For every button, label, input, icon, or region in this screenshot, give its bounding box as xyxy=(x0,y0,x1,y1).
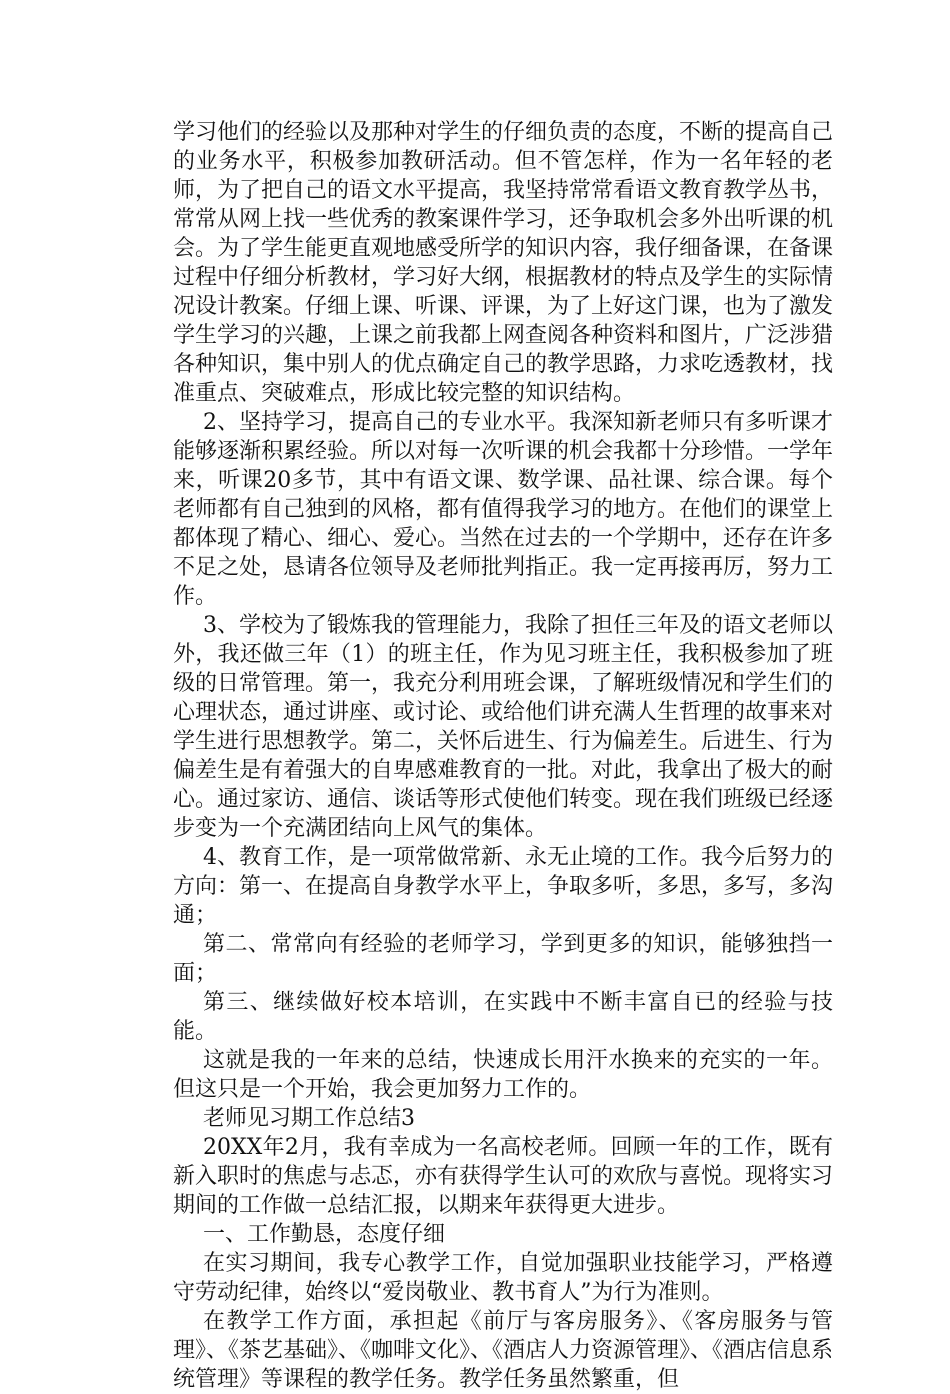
paragraph-11: 在实习期间，我专心教学工作，自觉加强职业技能学习，严格遵守劳动纪律，始终以“爱岗敬业、教书育人”为行为准则。 xyxy=(173,1251,833,1305)
paragraph-4: 4、教育工作，是一项常做常新、永无止境的工作。我今后努力的方向：第一、在提高自身教学水平上，争取多听，多思，多写，多沟通； xyxy=(173,845,834,928)
sub-heading-1: 一、工作勤恳，态度仔细 xyxy=(203,1222,446,1247)
paragraph-9: 20XX年2月，我有幸成为一名高校老师。回顾一年的工作，既有新入职时的焦虑与忐忑，亦有获得学生认可的欢欣与喜悦。现将实习期间的工作做一总结汇报，以期来年获得更大进步。 xyxy=(173,1135,834,1218)
paragraph-1: 学习他们的经验以及那种对学生的仔细负责的态度，不断的提高自己的业务水平，积极参加教研活动。但不管怎样，作为一名年轻的老师，为了把自己的语文水平提高，我坚持常常看语文教育教学丛书，常常从网上找一些优秀的教案课件学习，还争取机会多外出听课的机会。为了学生能更直观地感受所学的知识内容，我仔细备课，在备课过程中仔细分析教材，学习好大纲，根据教材的特点及学生的实际情况设计教案。仔细上课、听课、评课，为了上好这门课，也为了激发学生学习的兴趣，上课之前我都上网查阅各种资料和图片，广泛涉猎各种知识，集中别人的优点确定自己的教学思路，力求吃透教材，找准重点、突破难点，形成比较完整的知识结构。 xyxy=(173,120,834,406)
paragraph-2: 2、坚持学习，提高自己的专业水平。我深知新老师只有多听课才能够逐渐积累经验。所以对每一次听课的机会我都十分珍惜。一学年来，听课20多节，其中有语文课、数学课、品社课、综合课。每个老师都有自己独到的风格，都有值得我学习的地方。在他们的课堂上都体现了精心、细心、爱心。当然在过去的一个学期中，还存在许多不足之处，恳请各位领导及老师批判指正。我一定再接再厉，努力工作。 xyxy=(173,410,834,609)
section-heading-3: 老师见习期工作总结3 xyxy=(203,1106,415,1131)
paragraph-12: 在教学工作方面，承担起《前厅与客房服务》、《客房服务与管理》、《茶艺基础》、《咖啡文化》、《酒店人力资源管理》、《酒店信息系统管理》等课程的教学任务。教学任务虽然繁重，但 xyxy=(173,1309,834,1392)
paragraph-3: 3、学校为了锻炼我的管理能力，我除了担任三年及的语文老师以外，我还做三年（1）的班主任，作为见习班主任，我积极参加了班级的日常管理。第一，我充分利用班会课，了解班级情况和学生们的心理状态，通过讲座、或讨论、或给他们讲充满人生哲理的故事来对学生进行思想教学。第二，关怀后进生、行为偏差生。后进生、行为偏差生是有着强大的自卑感难教育的一批。对此，我拿出了极大的耐心。通过家访、通信、谈话等形式使他们转变。现在我们班级已经逐步变为一个充满团结向上风气的集体。 xyxy=(173,613,834,841)
paragraph-6: 第三、继续做好校本培训，在实践中不断丰富自已的经验与技能。 xyxy=(173,990,833,1044)
document-body xyxy=(173,118,833,1394)
paragraph-7: 这就是我的一年来的总结，快速成长用汗水换来的充实的一年。但这只是一个开始，我会更加努力工作的。 xyxy=(173,1048,833,1102)
paragraph-5: 第二、常常向有经验的老师学习，学到更多的知识，能够独挡一面； xyxy=(173,932,833,986)
